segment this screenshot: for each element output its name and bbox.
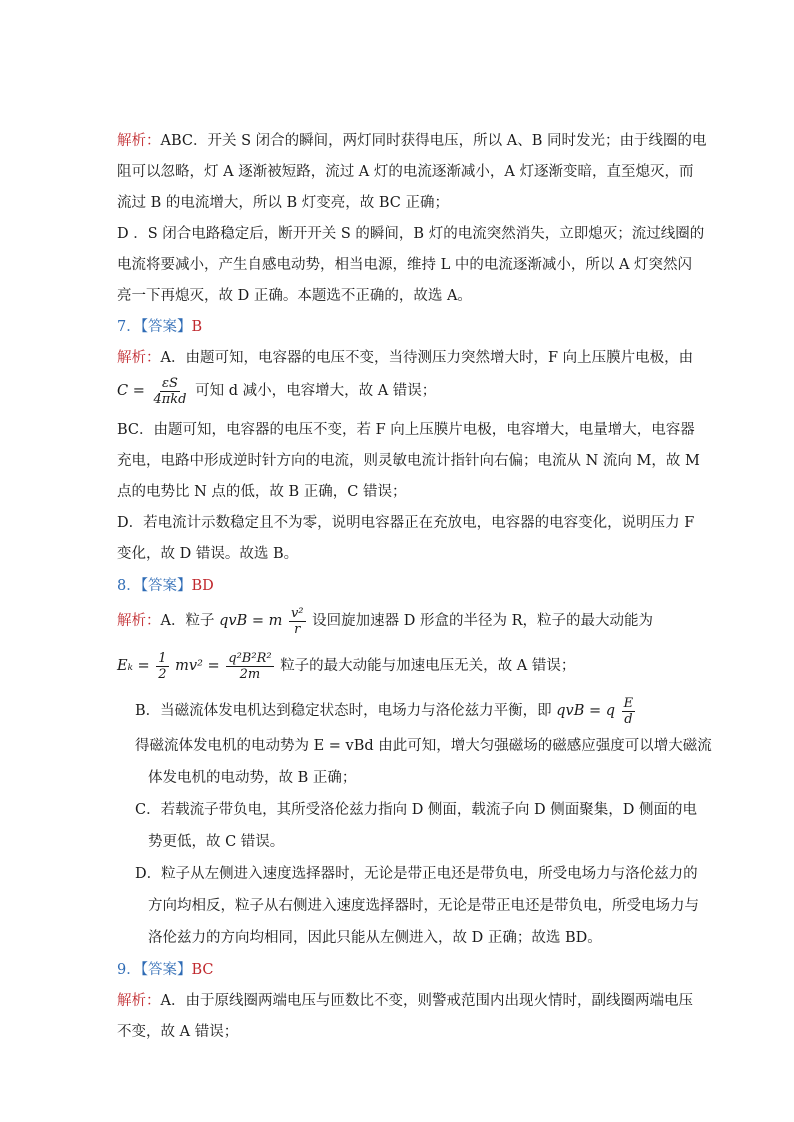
q8-line-3 bbox=[135, 694, 637, 728]
formula-fraction bbox=[156, 651, 168, 682]
q8-line-7: 势更低，故 C 错误。 bbox=[148, 834, 285, 850]
q8-line-9: 方向均相反，粒子从右侧进入速度选择器时，无论是带正电还是带负电，所受电场力与 bbox=[148, 898, 699, 914]
q6-line-3: 流过 B 的电流增大，所以 B 灯变亮，故 BC 正确； bbox=[117, 195, 449, 211]
q8-line-10: 洛伦兹力的方向均相同，因此只能从左侧进入，故 D 正确；故选 BD。 bbox=[148, 930, 602, 946]
formula-lhs: qvB = q bbox=[556, 703, 616, 719]
fraction-numerator: εS bbox=[162, 375, 178, 391]
q7-line-5: 点的电势比 N 点的低，故 B 正确，C 错误； bbox=[117, 484, 407, 500]
fraction-denominator: 2m bbox=[239, 666, 261, 682]
q8-line-8: D．粒子从左侧进入速度选择器时，无论是带正电还是带负电，所受电场力与洛伦兹力的 bbox=[135, 866, 698, 882]
q8-line-1 bbox=[117, 604, 653, 638]
q7-line-4: 充电，电路中形成逆时针方向的电流，则灵敏电流计指针向右偏；电流从 N 流向 M，故 M bbox=[117, 453, 700, 469]
q8-line-5: 体发电机的电动势，故 B 正确； bbox=[148, 770, 357, 786]
fraction-numerator: 1 bbox=[158, 650, 167, 666]
q9-answer-line bbox=[117, 960, 214, 980]
fraction-numerator: E bbox=[623, 695, 634, 711]
q8-answer-line bbox=[117, 576, 214, 596]
analysis-label: 解析： bbox=[117, 993, 161, 1009]
analysis-label: 解析： bbox=[117, 613, 161, 629]
formula-fraction bbox=[226, 651, 273, 682]
fraction-denominator: r bbox=[294, 621, 301, 637]
question-number: 7． bbox=[117, 319, 141, 335]
analysis-label: 解析： bbox=[117, 133, 161, 149]
analysis-text: B．当磁流体发电机达到稳定状态时，电场力与洛伦兹力平衡，即 bbox=[135, 703, 557, 719]
analysis-text: ABC．开关 S 闭合的瞬间，两灯同时获得电压，所以 A、B 同时发光；由于线圈的电 bbox=[160, 133, 707, 149]
q8-line-4: 得磁流体发电机的电动势为 E = vBd 由此可知，增大匀强磁场的磁感应强度可以增大磁流 bbox=[135, 738, 712, 754]
analysis-text: 可知 d 减小，电容增大，故 A 错误； bbox=[195, 383, 437, 399]
analysis-text: 设回旋加速器 D 形盒的半径为 R，粒子的最大动能为 bbox=[312, 613, 653, 629]
analysis-text: A．由题可知，电容器的电压不变，当待测压力突然增大时，F 向上压膜片电极，由 bbox=[160, 350, 694, 366]
q9-line-1 bbox=[117, 991, 693, 1011]
answer-tag: 【答案】 bbox=[140, 319, 192, 335]
analysis-text: A．粒子 bbox=[160, 613, 220, 629]
fraction-denominator: 4πkd bbox=[153, 391, 187, 407]
q6-line-6: 亮一下再熄灭，故 D 正确。本题选不正确的，故选 A。 bbox=[117, 288, 472, 304]
analysis-text: 粒子的最大动能与加速电压无关，故 A 错误； bbox=[280, 658, 576, 674]
q7-line-7: 变化，故 D 错误。故选 B。 bbox=[117, 546, 299, 562]
answer-tag: 【答案】 bbox=[140, 962, 192, 978]
q6-line-1 bbox=[117, 131, 706, 151]
formula-fraction bbox=[622, 696, 636, 727]
q7-line-3: BC．由题可知，电容器的电压不变，若 F 向上压膜片电极，电容增大，电量增大，电容器 bbox=[117, 422, 695, 438]
q7-line-1 bbox=[117, 348, 693, 368]
formula-middle: mv² = bbox=[175, 658, 220, 674]
q6-line-2: 阻可以忽略，灯 A 逐渐被短路，流过 A 灯的电流逐渐减小，A 灯逐渐变暗，直至熄灭，而 bbox=[117, 164, 694, 180]
fraction-numerator: v² bbox=[290, 605, 304, 621]
q7-answer-line bbox=[117, 317, 202, 337]
formula-fraction bbox=[151, 376, 188, 407]
analysis-text: A．由于原线圈两端电压与匝数比不变，则警戒范围内出现火情时，副线圈两端电压 bbox=[160, 993, 693, 1009]
fraction-denominator: d bbox=[624, 711, 633, 727]
answer-value: BD bbox=[191, 578, 214, 594]
formula-fraction bbox=[289, 606, 306, 637]
q6-line-5: 电流将要减小，产生自感电动势，相当电源，维持 L 中的电流逐渐减小，所以 A 灯突然闪 bbox=[117, 257, 693, 273]
q7-line-6: D．若电流计示数稳定且不为零，说明电容器正在充放电，电容器的电容变化，说明压力 F bbox=[117, 515, 695, 531]
formula-lhs: C = bbox=[117, 383, 145, 399]
q6-line-4: D ．S 闭合电路稳定后，断开开关 S 的瞬间，B 灯的电流突然消失，立即熄灭；流过线圈的 bbox=[117, 226, 705, 242]
q8-line-6: C．若载流子带负电，其所受洛伦兹力指向 D 侧面，载流子向 D 侧面聚集，D 侧面的电 bbox=[135, 802, 698, 818]
q9-line-2: 不变，故 A 错误； bbox=[117, 1024, 239, 1040]
question-number: 8． bbox=[117, 578, 141, 594]
q8-line-2 bbox=[117, 648, 575, 684]
q7-line-2 bbox=[117, 374, 436, 408]
formula-lhs: qvB = m bbox=[219, 613, 283, 629]
answer-value: B bbox=[191, 319, 203, 335]
analysis-label: 解析： bbox=[117, 350, 161, 366]
answer-tag: 【答案】 bbox=[140, 578, 192, 594]
answer-value: BC bbox=[191, 962, 214, 978]
question-number: 9． bbox=[117, 962, 141, 978]
fraction-numerator: q²B²R² bbox=[228, 650, 272, 666]
formula-lhs: Eₖ = bbox=[117, 658, 150, 674]
fraction-denominator: 2 bbox=[158, 666, 167, 682]
